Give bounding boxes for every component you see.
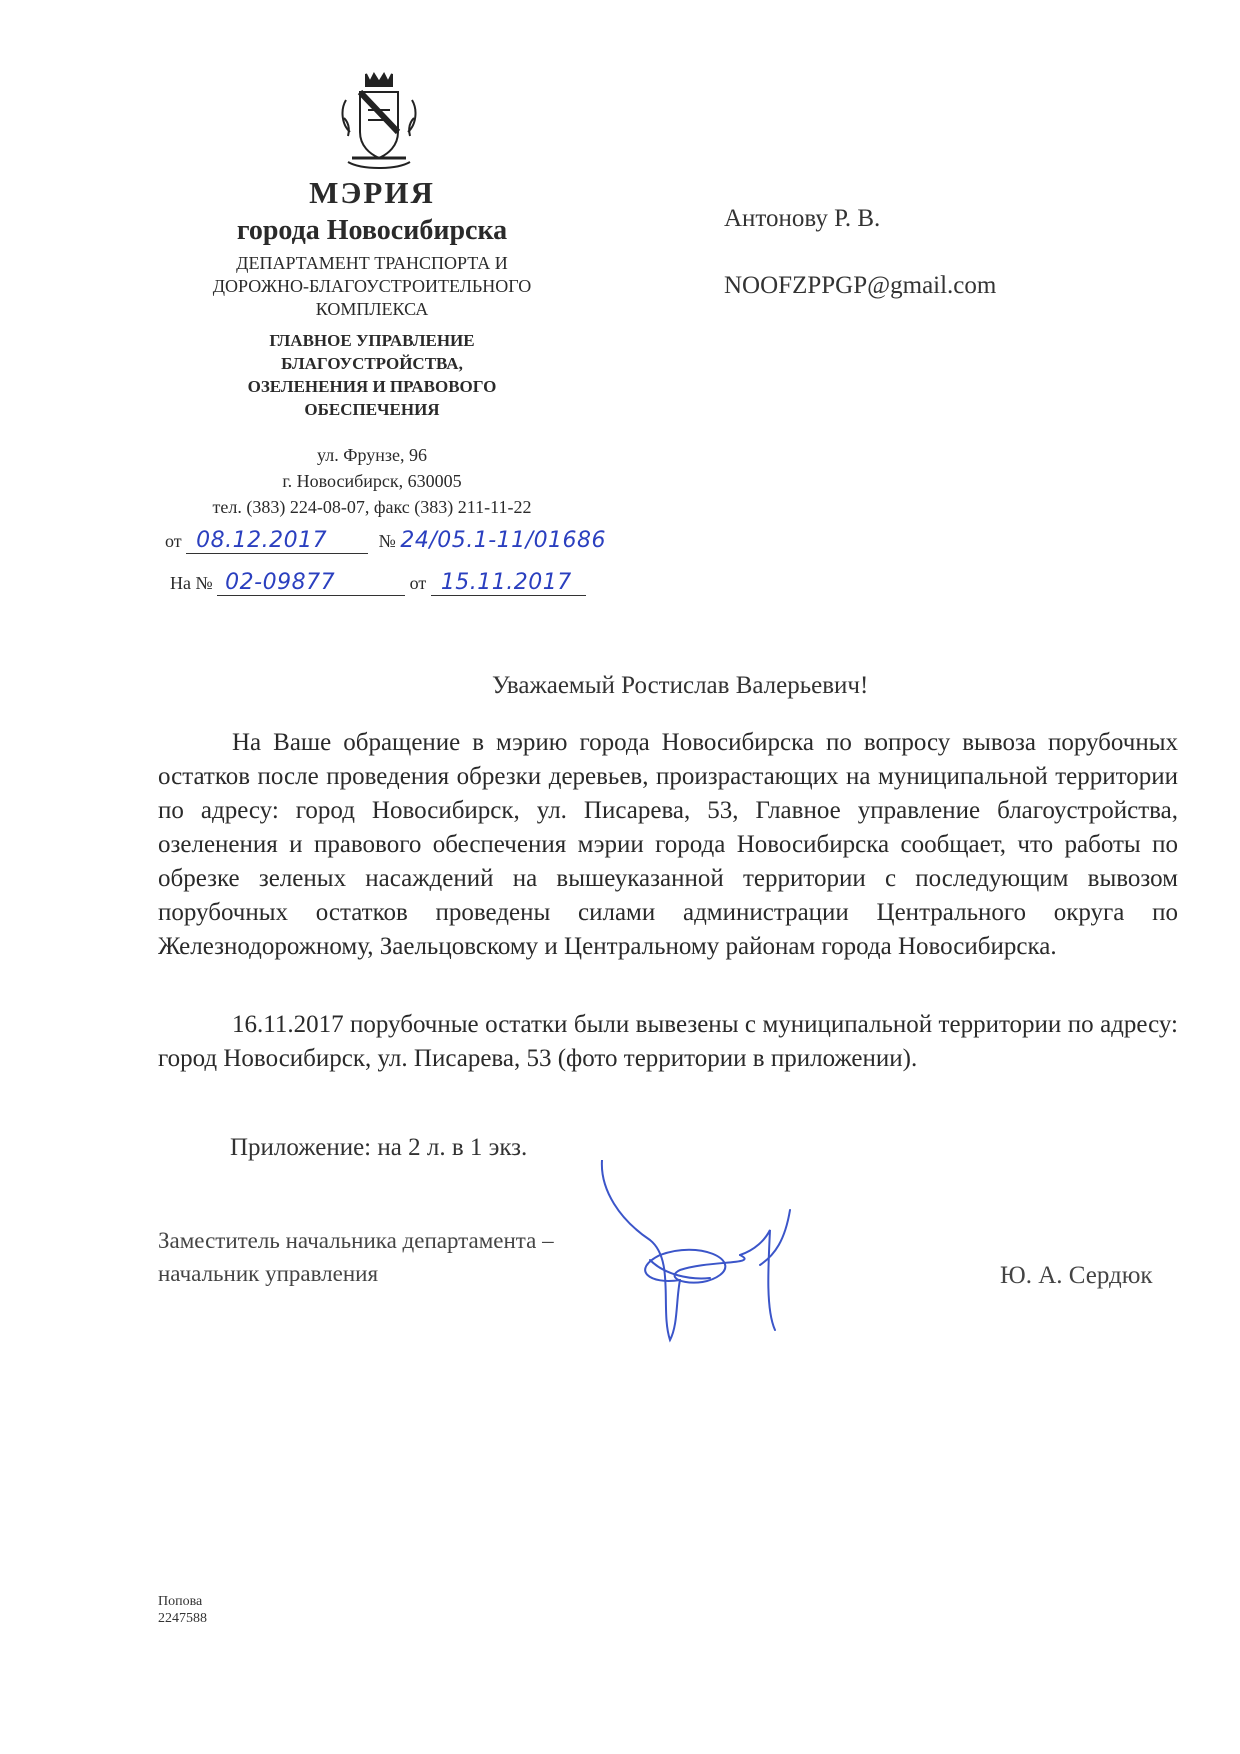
handwritten-signature xyxy=(590,1160,830,1350)
department-name xyxy=(152,252,592,321)
body-paragraph: 16.11.2017 порубочные остатки были вывезены с муниципальной территории по адресу: город Новосибирск, ул. Писарева, 53 (фото территории в приложении). xyxy=(158,1011,1178,1072)
office-address xyxy=(152,442,592,520)
outgoing-number: 24/05.1-11/01686 xyxy=(400,528,607,553)
address-line: г. Новосибирск, 630005 xyxy=(282,471,462,491)
salutation: Уважаемый Ростислав Валерьевич! xyxy=(492,672,869,699)
reply-date-label: от xyxy=(409,573,427,593)
department-line: ДЕПАРТАМЕНТ ТРАНСПОРТА И xyxy=(236,253,508,273)
recipient-name: Антонову Р. В. xyxy=(724,205,881,232)
reply-number: 02-09877 xyxy=(217,570,405,596)
number-label: № xyxy=(378,531,396,551)
reply-registration xyxy=(170,570,586,596)
position-line: начальник управления xyxy=(158,1261,379,1286)
position-line: Заместитель начальника департамента – xyxy=(158,1228,554,1253)
department-line: КОМПЛЕКСА xyxy=(315,299,429,319)
outgoing-date: 08.12.2017 xyxy=(186,528,368,554)
signatory-position xyxy=(158,1224,554,1290)
from-label: от xyxy=(165,531,182,551)
office-line: ОЗЕЛЕНЕНИЯ И ПРАВОВОГО xyxy=(247,377,497,396)
office-name xyxy=(152,329,592,421)
body-paragraph: На Ваше обращение в мэрию города Новосибирска по вопросу вывоза порубочных остатков после проведения обрезки деревьев, произрастающих на муниципальной территории по адресу: город Новосибирск, ул. Писарева, 53, Главное управление благоустройства, озеленения и правового обеспечения мэрии города Новосибирска сообщает, что работы по обрезке зеленых насаждений на вышеуказанной территории с последующим вывозом порубочных остатков проведены силами администрации Центрального округа по Железнодорожному, Заельцовскому и Центральному районам города Новосибирска. xyxy=(158,729,1178,960)
executor-name: Попова xyxy=(158,1594,203,1609)
address-line: ул. Фрунзе, 96 xyxy=(317,445,427,465)
office-line: ГЛАВНОЕ УПРАВЛЕНИЕ xyxy=(269,331,475,350)
address-line: тел. (383) 224-08-07, факс (383) 211-11-22 xyxy=(212,497,532,517)
executor-phone: 2247588 xyxy=(158,1611,207,1626)
attachment-note: Приложение: на 2 л. в 1 экз. xyxy=(230,1134,528,1161)
office-line: БЛАГОУСТРОЙСТВА, xyxy=(281,354,463,373)
office-line: ОБЕСПЕЧЕНИЯ xyxy=(304,400,440,419)
reply-label: На № xyxy=(170,573,213,593)
signatory-name: Ю. А. Сердюк xyxy=(1000,1262,1153,1289)
letterhead-city: города Новосибирска xyxy=(236,215,508,246)
executor-block xyxy=(158,1593,207,1627)
reply-date: 15.11.2017 xyxy=(431,570,586,596)
department-line: ДОРОЖНО-БЛАГОУСТРОИТЕЛЬНОГО xyxy=(212,276,532,296)
coat-of-arms-icon xyxy=(338,70,420,170)
outgoing-registration xyxy=(165,528,650,554)
letterhead-title: МЭРИЯ xyxy=(309,175,435,210)
recipient-email: NOOFZPPGP@gmail.com xyxy=(724,272,997,299)
